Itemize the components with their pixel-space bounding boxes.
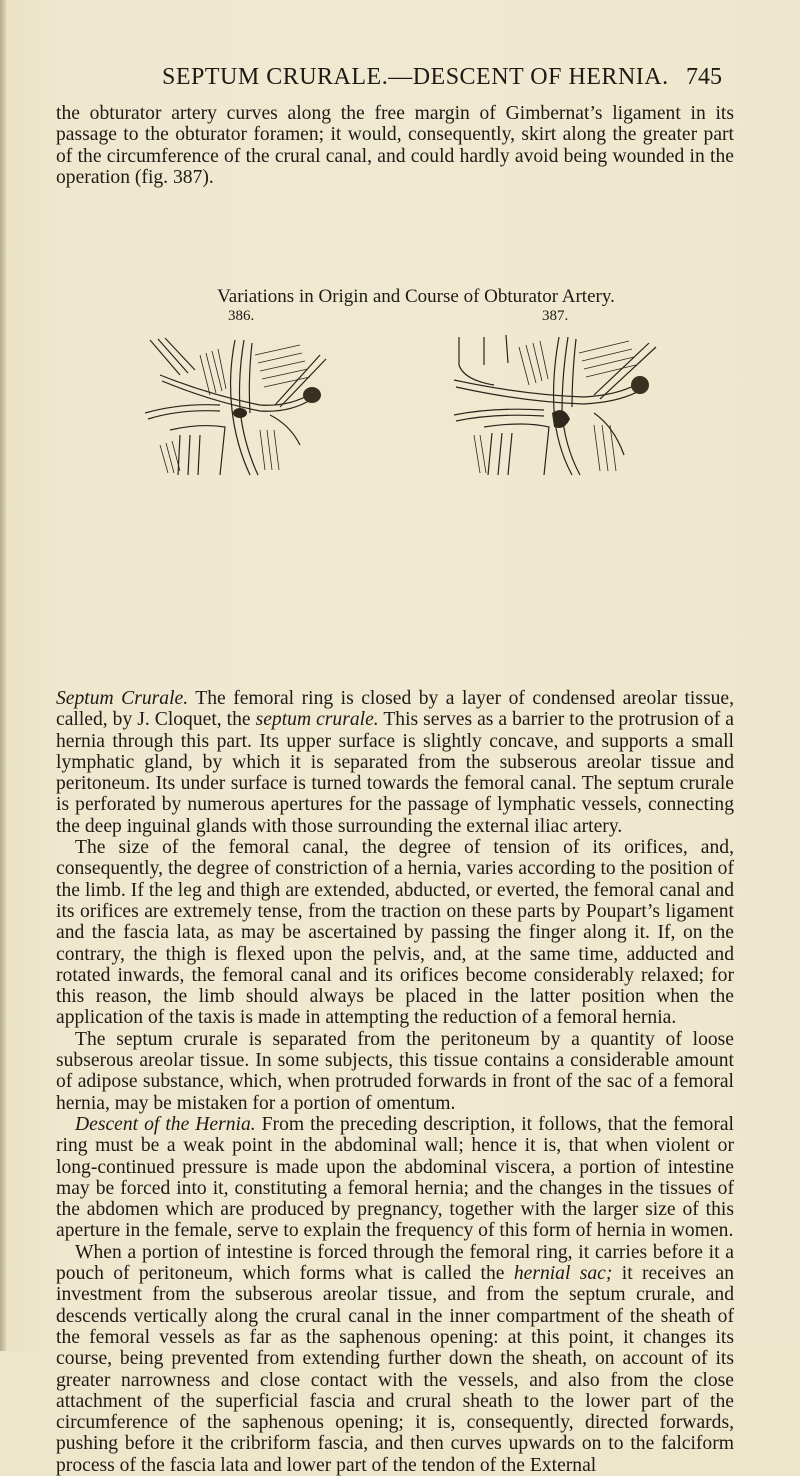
descent-paragraph: [56, 1114, 734, 1242]
running-title: SEPTUM CRURALE.—DESCENT OF HERNIA.: [162, 64, 669, 90]
figure-387-illustration: [444, 335, 664, 477]
fig386-vessel-section: [303, 387, 321, 403]
descent-text: From the preceding description, it follows, that the femoral ring must be a weak point in the abdominal wall; hence it is, that when violent or long-continued pressure is made upon the abdominal viscera, a portion of intestine may be forced into it, constituting a femoral hernia; and the changes in the tissues of the abdomen which are produced by pregnancy, together with the larger size of this aperture in the female, serve to explain the frequency of this form of hernia in women.: [56, 1113, 735, 1242]
sac-paragraph: [56, 1242, 734, 1476]
figure-386-illustration: [140, 335, 330, 477]
septum-paragraph: [56, 688, 734, 837]
page-binding-edge: [0, 0, 6, 1351]
fig386-stroke: [150, 340, 180, 375]
main-text-block: [56, 688, 734, 1476]
septum-text-a: The femoral ring is closed by a layer of condensed areolar tissue, called, by J. Cloquet, the: [56, 688, 735, 731]
figure-386-number: 386.: [228, 308, 255, 324]
hernial-sac-term: hernial sac;: [513, 1263, 613, 1285]
septum-heading: Septum Crurale.: [56, 688, 189, 709]
fig387-vessel-section: [631, 376, 649, 394]
size-paragraph: The size of the femoral canal, the degree of tension of its orifices, and, consequently, the degree of constriction of a hernia, varies according to the position of the limb. If the leg and thigh are extended, abducted, or everted, the femoral canal and its orifices are extremely tense, from the traction on these parts by Poupart’s ligament and the fascia lata, as may be ascertained by passing the finger along it. If, on the contrary, the thigh is flexed upon the pelvis, and, at the same time, adducted and rotated inwards, the femoral canal and its orifices become considerably relaxed; for this reason, the limb should always be placed in the latter position when the application of the taxis is made in attempting the reduction of a femoral hernia.: [56, 837, 734, 1029]
page-number: 745: [686, 64, 722, 90]
intro-text-block: [56, 103, 734, 188]
descent-heading: Descent of the Hernia.: [75, 1113, 256, 1135]
figure-387-number: 387.: [542, 308, 569, 324]
septum-text-b: This serves as a barrier to the protrusion of a hernia through this part. Its upper surface is slightly concave, and supports a small lymphatic gland, by which it is separated from the subserous areolar tissue and peritoneum. Its under surface is turned towards the femoral canal. The septum crurale is perforated by numerous apertures for the passage of lymphatic vessels, connecting the deep inguinal glands with those surrounding the external iliac artery.: [56, 709, 734, 837]
separated-paragraph: The septum crurale is separated from the peritoneum by a quantity of loose subserous areolar tissue. In some subjects, this tissue contains a considerable amount of adipose substance, which, when protruded forwards in front of the sac of a femoral hernia, may be mistaken for a portion of omentum.: [56, 1028, 734, 1114]
septum-term: septum crurale.: [255, 709, 379, 731]
intro-paragraph: the obturator artery curves along the free margin of Gimbernat’s ligament in its passage to the obturator foramen; it would, consequently, skirt along the greater part of the circumference of the crural canal, and could hardly avoid being wounded in the operation (fig. 387).: [56, 103, 734, 188]
sac-text-a: When a portion of intestine is forced through the femoral ring, it carries before it a pouch of peritoneum, which forms what is called the: [56, 1241, 734, 1285]
running-header: [162, 64, 722, 98]
figure-caption: Variations in Origin and Course of Obturator Artery.: [217, 286, 615, 307]
sac-text-b: it receives an investment from the subserous areolar tissue, and from the septum crurale, and descends vertically along the crural canal in the inner compartment of the sheath of the femoral vessels as far as the saphenous opening: at this point, it changes its course, being prevented from extending further down the sheath, on account of its greater narrowness and close contact with the vessels, and also from the close attachment of the superficial fascia and crural sheath to the lower part of the circumference of the saphenous opening; it is, consequently, directed forwards, pushing before it the cribriform fascia, and then curves upwards on to the falciform process of the fascia lata and lower part of the tendon of the External: [56, 1263, 734, 1476]
